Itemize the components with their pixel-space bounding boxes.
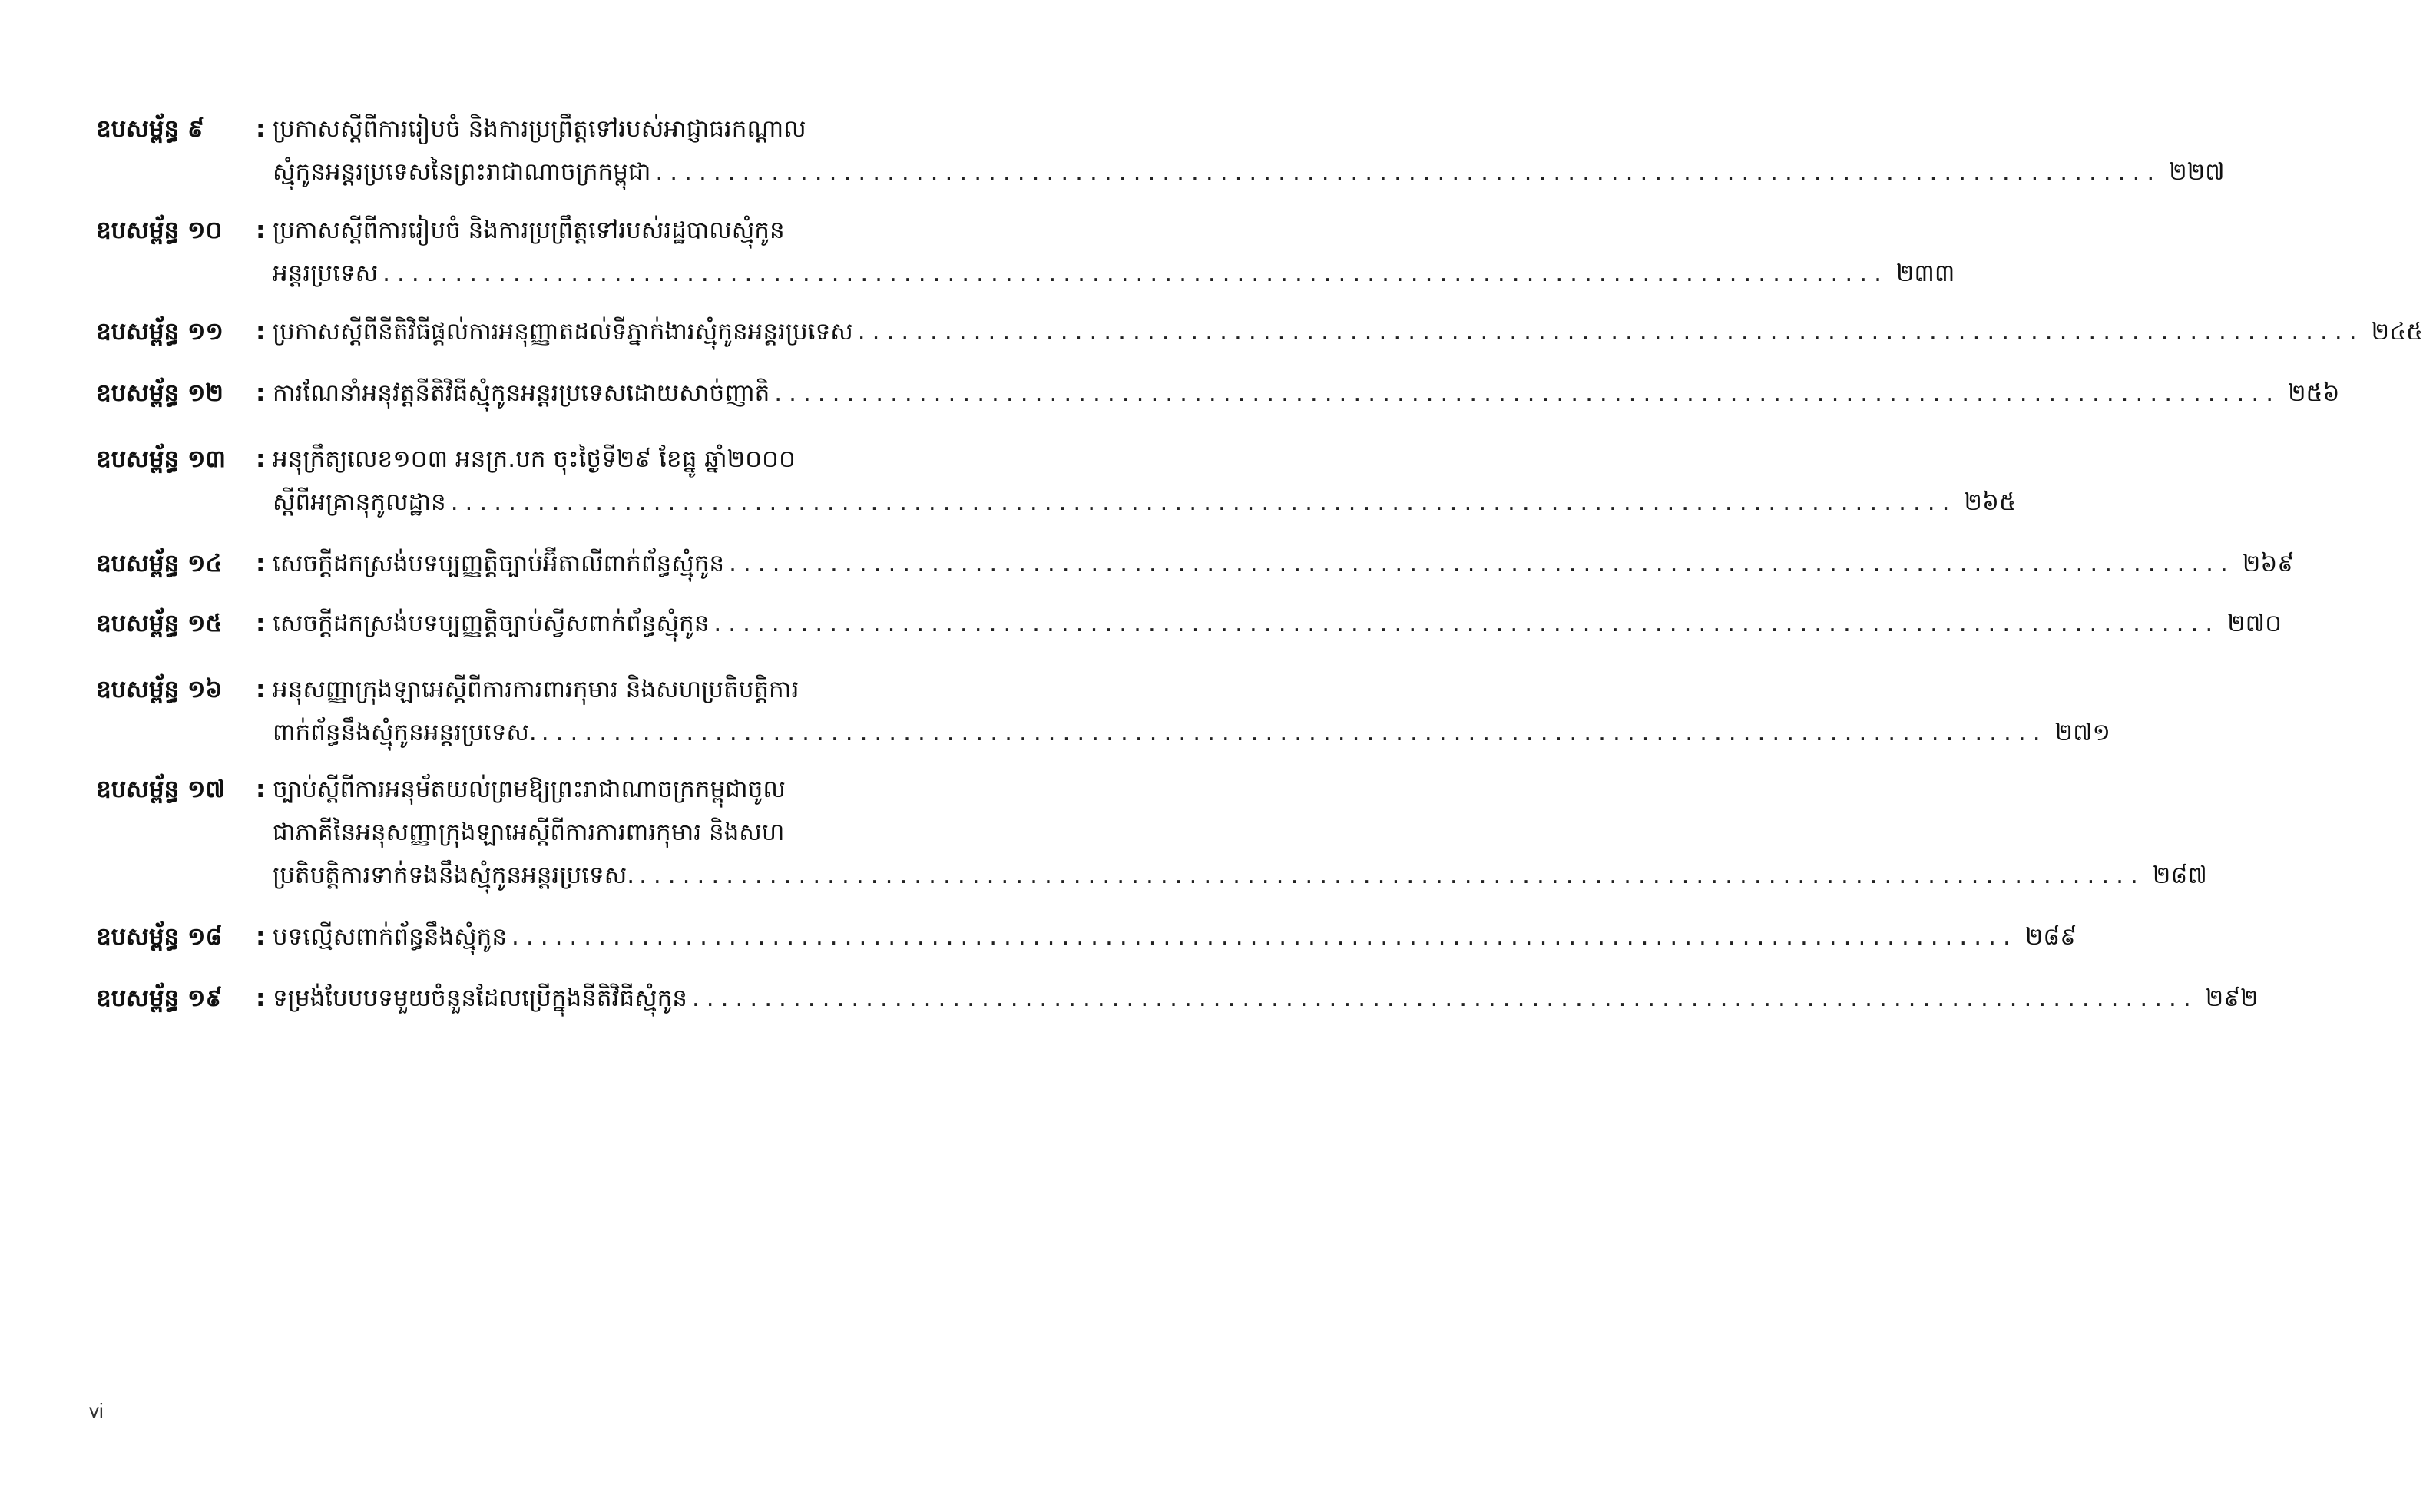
appendix-label: ឧបសម្ព័ន្ធ ១៩ (96, 984, 223, 1012)
appendix-label: ឧបសម្ព័ន្ធ ១៤ (96, 550, 223, 577)
appendix-label: ឧបសម្ព័ន្ធ ១៣ (96, 445, 226, 473)
entry-title (273, 310, 2423, 353)
entry-title-line: ការណែនាំអនុវត្តនីតិវិធីស្មុំកូនអន្តរប្រទេសដោយសាច់ញាតិ (273, 379, 770, 407)
entry-title (273, 668, 2110, 754)
toc-entry[interactable] (96, 372, 2340, 415)
entry-title (273, 108, 2225, 194)
entry-title-line: ទម្រង់បែបបទមួយចំនួនដែលប្រើក្នុងនីតិវិធីស្មុំកូន (273, 984, 687, 1012)
leader-dots: ........................................................................................................ (511, 923, 2018, 951)
leader-dots: ........................................................................................................ (691, 984, 2198, 1012)
colon-separator: : (256, 776, 266, 803)
colon-separator: : (256, 984, 266, 1012)
appendix-label: ឧបសម្ព័ន្ធ ១៦ (96, 676, 223, 703)
appendix-label: ឧបសម្ព័ន្ធ ១២ (96, 379, 223, 407)
page-number: ២២៧ (2169, 158, 2225, 186)
page-number: ២៩២ (2205, 984, 2259, 1012)
page-number: ២៧០ (2227, 610, 2282, 637)
page-number: ២៣៣ (1895, 260, 1955, 287)
leader-dots: ........................................................................................................ (729, 550, 2235, 577)
colon-separator: : (256, 115, 266, 143)
colon-separator: : (256, 550, 266, 577)
entry-title (273, 977, 2259, 1020)
appendix-label: ឧបសម្ព័ន្ធ ៩ (96, 115, 204, 143)
colon-separator: : (256, 676, 266, 703)
toc-entry[interactable] (96, 768, 2207, 897)
entry-title-line: ប្រកាសស្តីពីការរៀបចំ និងការប្រព្រឹត្តទៅរបស់រដ្ឋបាលស្មុំកូន (273, 217, 785, 244)
leader-dots: ........................................................................................................ (774, 379, 2281, 407)
toc-entry[interactable] (96, 209, 1955, 295)
toc-entry[interactable] (96, 915, 2077, 958)
page-number: ២៨៩ (2024, 923, 2077, 951)
toc-entry[interactable] (96, 542, 2295, 585)
toc-entry[interactable] (96, 602, 2282, 645)
entry-title-line: ស្មុំកូនអន្តរប្រទេសនៃព្រះរាជាណាចក្រកម្ពុជា (273, 158, 651, 186)
toc-entry[interactable] (96, 438, 2016, 524)
entry-title-line: ស្តីពីអគ្រានុកូលដ្ឋាន (273, 488, 446, 516)
leader-dots: ........................................................................................................ (713, 610, 2220, 637)
colon-separator: : (256, 923, 266, 951)
colon-separator: : (256, 318, 266, 346)
appendix-label: ឧបសម្ព័ន្ធ ១៨ (96, 923, 223, 951)
entry-title-line: អន្តរប្រទេស (273, 260, 379, 287)
appendix-label: ឧបសម្ព័ន្ធ ១១ (96, 318, 223, 346)
leader-dots: ........................................................................................................ (857, 318, 2364, 346)
leader-dots: ........................................................................................................ (450, 488, 1957, 516)
entry-title-line: សេចក្តីដកស្រង់បទប្បញ្ញត្តិច្បាប់អ៊ីតាលីពាក់ព័ន្ធស្មុំកូន (273, 550, 725, 577)
leader-dots: ........................................................................................................ (639, 862, 2145, 889)
entry-title-line: ច្បាប់ស្តីពីការអនុម័តយល់ព្រមឱ្យព្រះរាជាណាចក្រកម្ពុជាចូល (273, 776, 786, 803)
entry-title-line: សេចក្តីដកស្រង់បទប្បញ្ញត្តិច្បាប់ស្វីសពាក់ព័ន្ធស្មុំកូន (273, 610, 710, 637)
appendix-label: ឧបសម្ព័ន្ធ ១៥ (96, 610, 223, 637)
table-of-contents (96, 108, 2423, 1020)
page-number: ២៦៩ (2242, 550, 2295, 577)
entry-title-line: ពាក់ព័ន្ធនឹងស្មុំកូនអន្តរប្រទេស. (273, 719, 537, 746)
colon-separator: : (256, 445, 266, 473)
page-number: ២៥៦ (2288, 379, 2340, 407)
entry-title-line: ជាភាគីនៃអនុសញ្ញាក្រុងឡាអេស្តីពីការការពារកុមារ និងសហ (273, 819, 785, 846)
entry-title-line: ប្រកាសស្តីពីការរៀបចំ និងការប្រព្រឹត្តទៅរបស់អាជ្ញាធរកណ្តាល (273, 115, 806, 143)
toc-entry[interactable] (96, 977, 2259, 1020)
entry-title (273, 602, 2282, 645)
entry-title (273, 209, 1955, 295)
entry-title-line: ប្រកាសស្តីពីនីតិវិធីផ្តល់ការអនុញ្ញាតដល់ទីភ្នាក់ងារស្មុំកូនអន្តរប្រទេស (273, 318, 853, 346)
toc-entry[interactable] (96, 108, 2225, 194)
entry-title-line: អនុក្រឹត្យលេខ១០៣ អនក្រ.បក ចុះថ្ងៃទី២៩ ខែធ្នូ ឆ្នាំ២០០០ (273, 445, 796, 473)
appendix-label: ឧបសម្ព័ន្ធ ១០ (96, 217, 223, 244)
colon-separator: : (256, 217, 266, 244)
page-number: ២៦៥ (1964, 488, 2016, 516)
colon-separator: : (256, 379, 266, 407)
page-number: ២៤៥ (2371, 318, 2423, 346)
page-number: ២៧១ (2054, 719, 2110, 746)
entry-title-line: អនុសញ្ញាក្រុងឡាអេស្តីពីការការពារកុមារ និងសហប្រតិបត្តិការ (273, 676, 799, 703)
entry-title (273, 915, 2077, 958)
entry-title (273, 542, 2294, 585)
entry-title (273, 438, 2016, 524)
appendix-label: ឧបសម្ព័ន្ធ ១៧ (96, 776, 225, 803)
leader-dots: ........................................................................................................ (655, 158, 2162, 186)
entry-title (273, 372, 2339, 415)
page-number: ២៨៧ (2152, 862, 2207, 889)
entry-title-line: ប្រតិបត្តិការទាក់ទងនឹងស្មុំកូនអន្តរប្រទេស. (273, 862, 635, 889)
toc-entry[interactable] (96, 668, 2110, 754)
leader-dots: ........................................................................................................ (382, 260, 1888, 287)
entry-title-line: បទល្មើសពាក់ព័ន្ធនឹងស្មុំកូន (273, 923, 508, 951)
colon-separator: : (256, 610, 266, 637)
toc-entry[interactable] (96, 310, 2423, 353)
page-footer-number: vi (89, 1399, 104, 1422)
leader-dots: ........................................................................................................ (541, 719, 2047, 746)
entry-title (273, 768, 2207, 897)
